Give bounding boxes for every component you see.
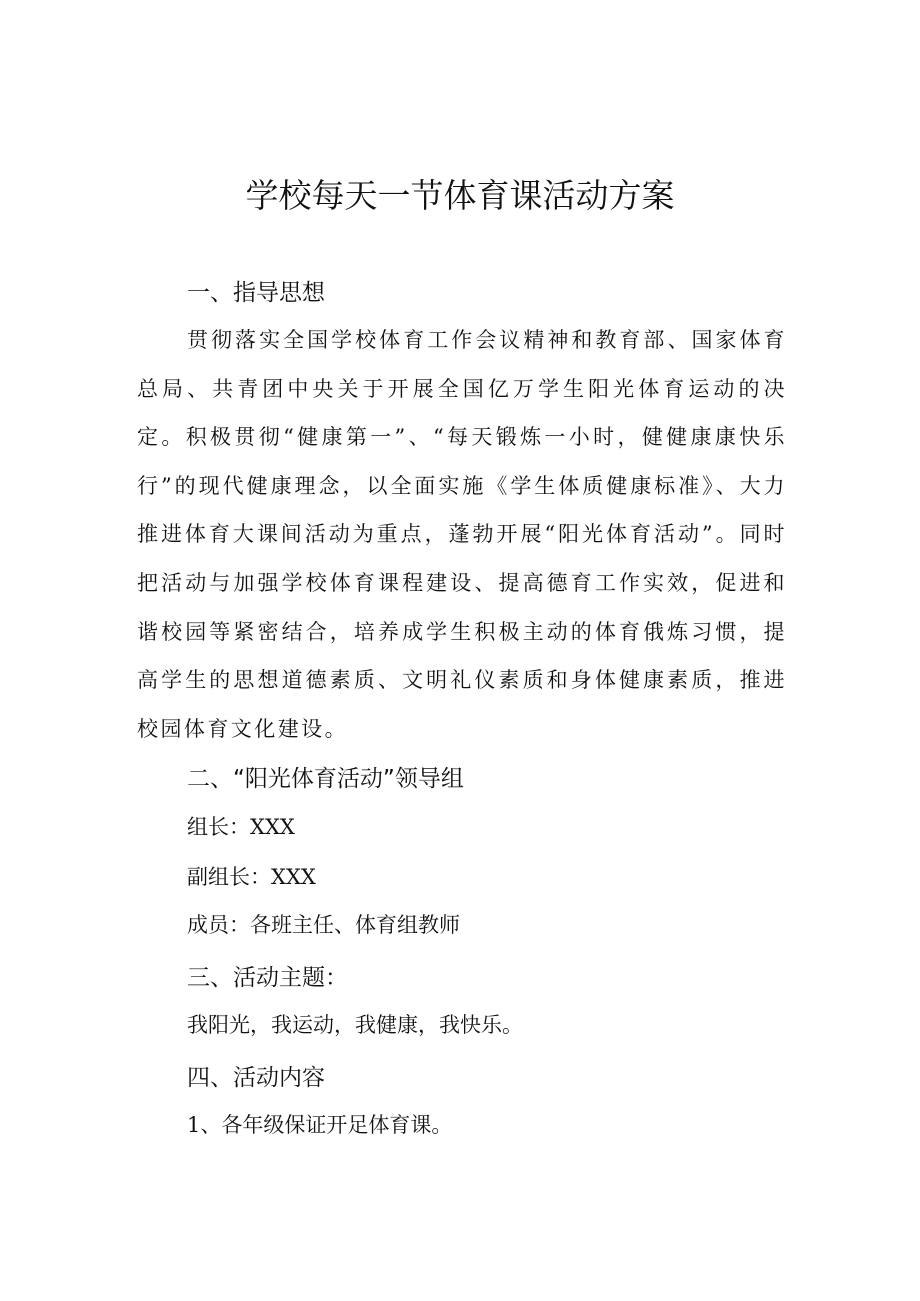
activity-content-item-1: 1、各年级保证开足体育课。 <box>187 1113 453 1137</box>
section-heading-activity-theme: 三、活动主题： <box>187 965 348 991</box>
deputy-leader-line: 副组长：XXX <box>187 865 316 889</box>
activity-theme-line: 我阳光，我运动，我健康，我快乐。 <box>187 1013 523 1037</box>
group-leader-line: 组长：XXX <box>187 815 295 839</box>
document-title: 学校每天一节体育课活动方案 <box>245 176 675 215</box>
guiding-ideology-paragraph: 贯彻落实全国学校体育工作会议精神和教育部、国家体育总局、共青团中央关于开展全国亿万学生阳光体育运动的决定。积极贯彻“健康第一”、“每天锻炼一小时，健健康康快乐行”的现代健康理念，以全面实施《学生体质健康标准》、大力推进体育大课间活动为重点，蓬勃开展“阳光体育活动”。同时把活动与加强学校体育课程建设、提高德育工作实效，促进和谐校园等紧密结合，培养成学生积极主动的体育俄炼习惯，提高学生的思想道德素质、文明礼仪素质和身体健康素质，推进校园体育文化建设。 <box>137 328 787 741</box>
section-heading-activity-content: 四、活动内容 <box>187 1065 325 1091</box>
section-heading-leadership-group: 二、“阳光体育活动”领导组 <box>187 766 464 792</box>
section-heading-guiding-ideology: 一、指导思想 <box>187 280 325 306</box>
members-line: 成员：各班主任、体育组教师 <box>187 913 460 937</box>
